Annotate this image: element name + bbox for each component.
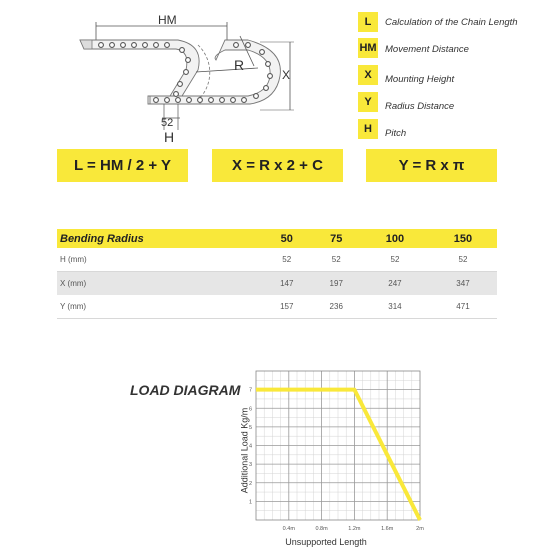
h-label: H <box>164 129 175 145</box>
legend-text-y: Radius Distance <box>385 101 455 112</box>
chain-hole <box>121 43 126 48</box>
chain-hole <box>99 43 104 48</box>
r-label: R <box>234 57 245 73</box>
chain-hole <box>220 98 225 103</box>
formula-chain-length: L = HM / 2 + Y <box>57 149 188 182</box>
chain-hole <box>246 43 251 48</box>
table-cell: 314 <box>361 295 429 319</box>
table-row <box>57 295 497 319</box>
chain-hole <box>260 50 265 55</box>
table-header-cell: 150 <box>429 229 497 248</box>
legend-text-hm: Movement Distance <box>385 44 469 55</box>
table-header-row <box>57 229 497 248</box>
chain-hole <box>186 58 191 63</box>
y-tick-label: 5 <box>248 424 252 431</box>
y-tick-label: 3 <box>248 462 252 469</box>
pitch-value: 52 <box>161 117 174 129</box>
chain-hole <box>110 43 115 48</box>
legend-key-l: L <box>358 12 378 32</box>
table-cell: 147 <box>262 272 311 296</box>
legend-key-y: Y <box>358 92 378 112</box>
table-cell: 347 <box>429 272 497 296</box>
chain-hole <box>165 43 170 48</box>
x-tick-label: 1.2m <box>348 526 361 532</box>
table-cell: 247 <box>361 272 429 296</box>
legend-key-x: X <box>358 65 378 85</box>
y-tick-label: 6 <box>248 406 252 413</box>
table-header-cell: 50 <box>262 229 311 248</box>
table-cell: 52 <box>311 248 360 272</box>
table-cell: 157 <box>262 295 311 319</box>
chain-hole <box>242 98 247 103</box>
chain-hole <box>187 98 192 103</box>
table-row-label: X (mm) <box>57 272 262 296</box>
chart-ylabel: Additional Load Kg/m <box>239 407 250 494</box>
legend-key-h: H <box>358 119 378 139</box>
chain-hole <box>234 43 239 48</box>
x-tick-label: 1.6m <box>381 526 394 532</box>
table-row <box>57 272 497 296</box>
chain-hole <box>176 98 181 103</box>
table-row-label: H (mm) <box>57 248 262 272</box>
y-tick-label: 2 <box>248 480 252 487</box>
table-cell: 52 <box>361 248 429 272</box>
chain-hole <box>143 43 148 48</box>
x-tick-label: 0.8m <box>315 526 328 532</box>
table-header-cell: 100 <box>361 229 429 248</box>
formula-mounting-height: X = R x 2 + C <box>212 149 343 182</box>
chain-hole <box>178 82 183 87</box>
x-label: X <box>282 68 291 82</box>
table-header-label: Bending Radius <box>57 229 262 248</box>
chain-diagram <box>55 8 315 148</box>
table-cell: 52 <box>429 248 497 272</box>
table-header-cell: 75 <box>311 229 360 248</box>
chain-hole <box>266 62 271 67</box>
chain-hole <box>268 74 273 79</box>
table-row-label: Y (mm) <box>57 295 262 319</box>
table-cell: 197 <box>311 272 360 296</box>
chain-hole <box>174 92 179 97</box>
chain-hole <box>209 98 214 103</box>
y-tick-label: 7 <box>248 387 252 394</box>
chain-hole <box>154 43 159 48</box>
y-tick-label: 1 <box>248 499 252 506</box>
chain-hole <box>264 86 269 91</box>
table-cell: 52 <box>262 248 311 272</box>
chain-hole <box>132 43 137 48</box>
x-tick-label: 2m <box>416 526 424 532</box>
load-chart <box>240 370 440 535</box>
table-row <box>57 248 497 272</box>
legend-text-l: Calculation of the Chain Length <box>385 17 518 28</box>
chain-hole <box>184 70 189 75</box>
chain-hole <box>180 48 185 53</box>
formula-radius-distance: Y = R x π <box>366 149 497 182</box>
chain-hole <box>231 98 236 103</box>
chart-xlabel: Unsupported Length <box>285 537 367 547</box>
chain-hole <box>154 98 159 103</box>
chain-hole <box>165 98 170 103</box>
legend-text-h: Pitch <box>385 128 407 139</box>
load-diagram-title: LOAD DIAGRAM <box>130 382 241 398</box>
chain-hole <box>254 94 259 99</box>
bending-radius-table <box>57 229 497 319</box>
x-tick-label: 0.4m <box>282 526 295 532</box>
table-cell: 236 <box>311 295 360 319</box>
y-tick-label: 4 <box>248 443 252 450</box>
chain-hole <box>198 98 203 103</box>
hm-label: HM <box>158 13 177 27</box>
legend-key-hm: HM <box>358 38 378 58</box>
table-cell: 471 <box>429 295 497 319</box>
legend-text-x: Mounting Height <box>385 74 455 85</box>
